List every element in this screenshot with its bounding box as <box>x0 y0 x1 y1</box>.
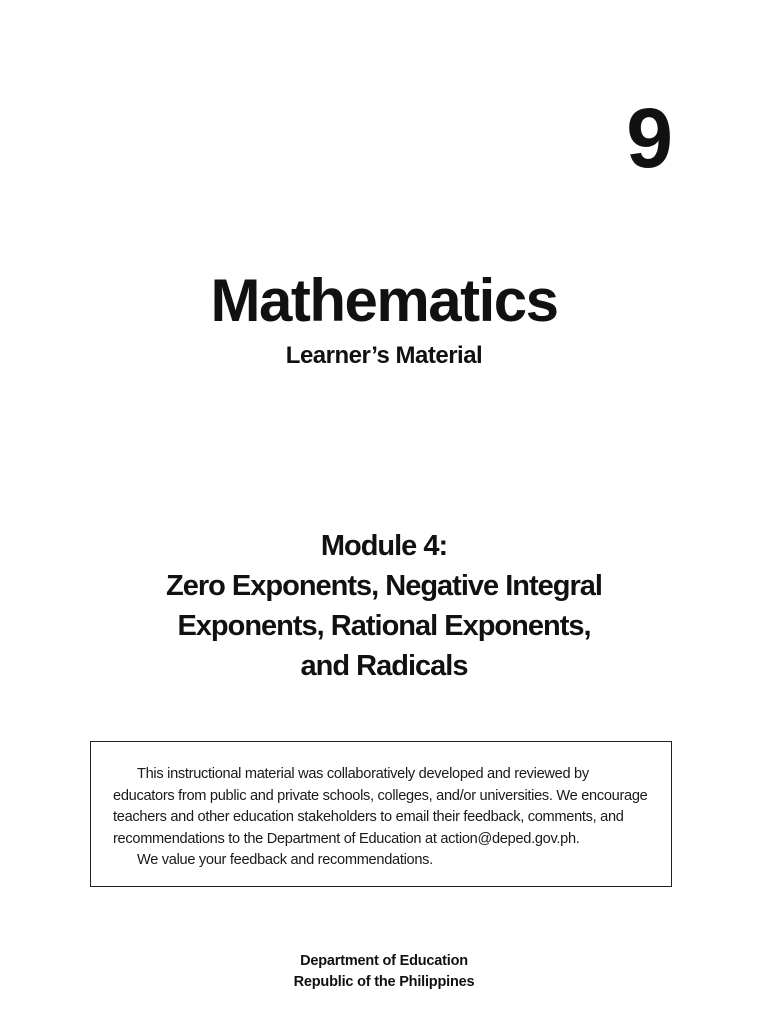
publisher-department: Department of Education <box>300 953 468 969</box>
module-heading <box>0 526 768 686</box>
book-subtitle: Learner’s Material <box>285 342 483 369</box>
feedback-notice-box <box>90 741 672 887</box>
module-title-line: Exponents, Rational Exponents, <box>177 610 591 642</box>
book-title: Mathematics <box>210 267 558 334</box>
notice-paragraph: This instructional material was collaboratively developed and reviewed by educators from public and private schools, colleges, and/or universities. We encourage teachers and other education stakeholders to email their feedback, comments, and recommendations to the Department of Education at action@deped.gov.ph. <box>113 766 648 847</box>
module-number: Module 4: <box>320 530 448 562</box>
publisher-country: Republic of the Philippines <box>293 974 475 990</box>
notice-closing: We value your feedback and recommendations. <box>137 852 433 868</box>
publisher-block <box>0 951 768 993</box>
module-title-line: Zero Exponents, Negative Integral <box>166 570 602 602</box>
module-title-line: and Radicals <box>300 650 468 682</box>
grade-number: 9 <box>626 91 672 185</box>
